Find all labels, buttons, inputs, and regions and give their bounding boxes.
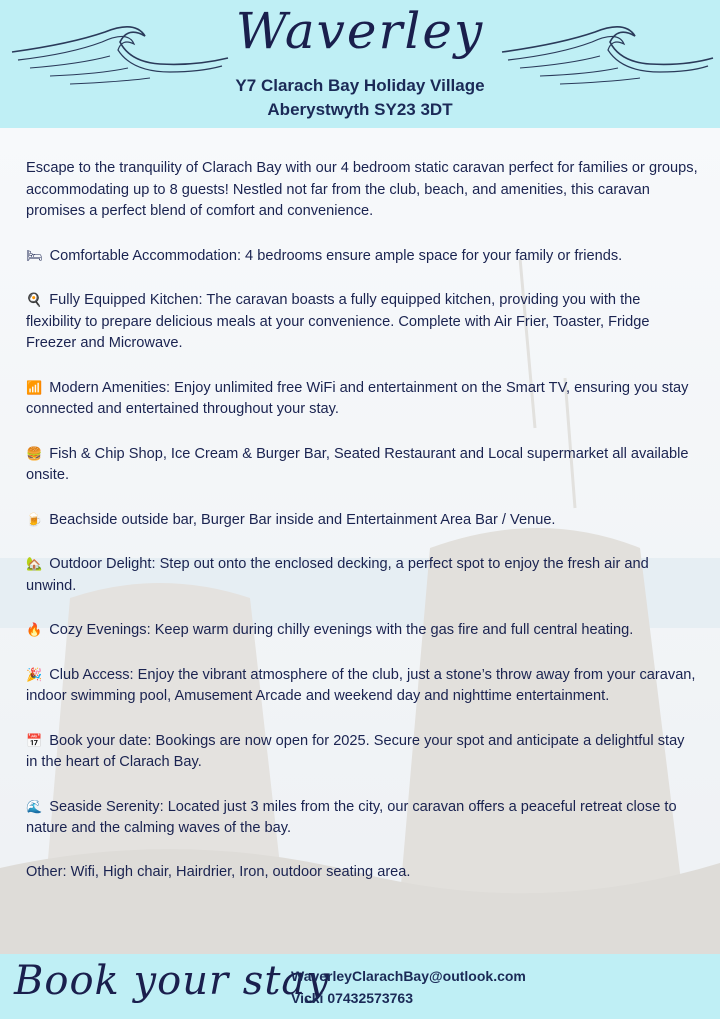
fire-icon: 🔥 (26, 622, 43, 637)
wave-emoji-icon: 🌊 (26, 798, 43, 814)
subtitle-location: Y7 Clarach Bay Holiday Village (235, 76, 485, 95)
page-title: Waverley (235, 2, 485, 60)
feature-item: 🍳 Fully Equipped Kitchen: The caravan boasts a fully equipped kitchen, providing you with the flexibility to prepare delicious meals at your convenience. Complete with Air Frier, Toaster, Fridge Freezer and Microwave. (26, 292, 650, 351)
contact-email[interactable]: WaverleyClarachBay@outlook.com (291, 968, 526, 984)
house-icon: 🏡 (26, 556, 43, 571)
burger-icon: 🍔 (26, 445, 43, 461)
feature-item: 🔥 Cozy Evenings: Keep warm during chilly evenings with the gas fire and full central heating. (26, 622, 634, 638)
feature-item: 🛏 Comfortable Accommodation: 4 bedrooms ensure ample space for your family or friends. (26, 247, 623, 264)
bed-icon: 🛏 (26, 247, 43, 263)
feature-item: 📶 Modern Amenities: Enjoy unlimited free WiFi and entertainment on the Smart TV, ensuring you stay connected and entertained throughout your stay. (26, 379, 689, 417)
calendar-icon: 📅 (26, 732, 43, 748)
feature-item: 🏡 Outdoor Delight: Step out onto the enclosed decking, a perfect spot to enjoy the fresh air and unwind. (26, 556, 649, 594)
feature-item: 📅 Book your date: Bookings are now open for 2025. Secure your spot and anticipate a delightful stay in the heart of Clarach Bay. (26, 732, 685, 770)
other-amenities: Other: Wifi, High chair, Hairdrier, Iron, outdoor seating area. (26, 863, 411, 880)
signal-icon: 📶 (26, 379, 43, 395)
subtitle-address: Aberystwyth SY23 3DT (267, 100, 453, 119)
feature-item: 🍔 Fish & Chip Shop, Ice Cream & Burger Bar, Seated Restaurant and Local supermarket all available onsite. (26, 445, 689, 483)
description-body (26, 158, 698, 905)
contact-phone[interactable]: Vicki 07432573763 (291, 990, 413, 1006)
beer-icon: 🍺 (26, 511, 43, 527)
feature-item: 🎉 Club Access: Enjoy the vibrant atmosphere of the club, just a stone’s throw away from your caravan, indoor swimming pool, Amusement Arcade and weekend day and nighttime entertainment. (26, 666, 696, 704)
party-icon: 🎉 (26, 666, 43, 682)
intro-paragraph: Escape to the tranquility of Clarach Bay with our 4 bedroom static caravan perfect for families or groups, accommodating up to 8 guests! Nestled not far from the club, beach, and amenities, this caravan promises a perfect blend of comfort and convenience. (26, 160, 698, 219)
feature-item: 🌊 Seaside Serenity: Located just 3 miles from the city, our caravan offers a peaceful retreat close to nature and the calming waves of the bay. (26, 798, 677, 836)
feature-item: 🍺 Beachside outside bar, Burger Bar inside and Entertainment Area Bar / Venue. (26, 511, 556, 528)
book-your-stay: Book your stay (14, 958, 330, 1004)
footer-banner (0, 954, 720, 1019)
cooking-icon: 🍳 (26, 292, 43, 307)
header-banner (0, 0, 720, 128)
